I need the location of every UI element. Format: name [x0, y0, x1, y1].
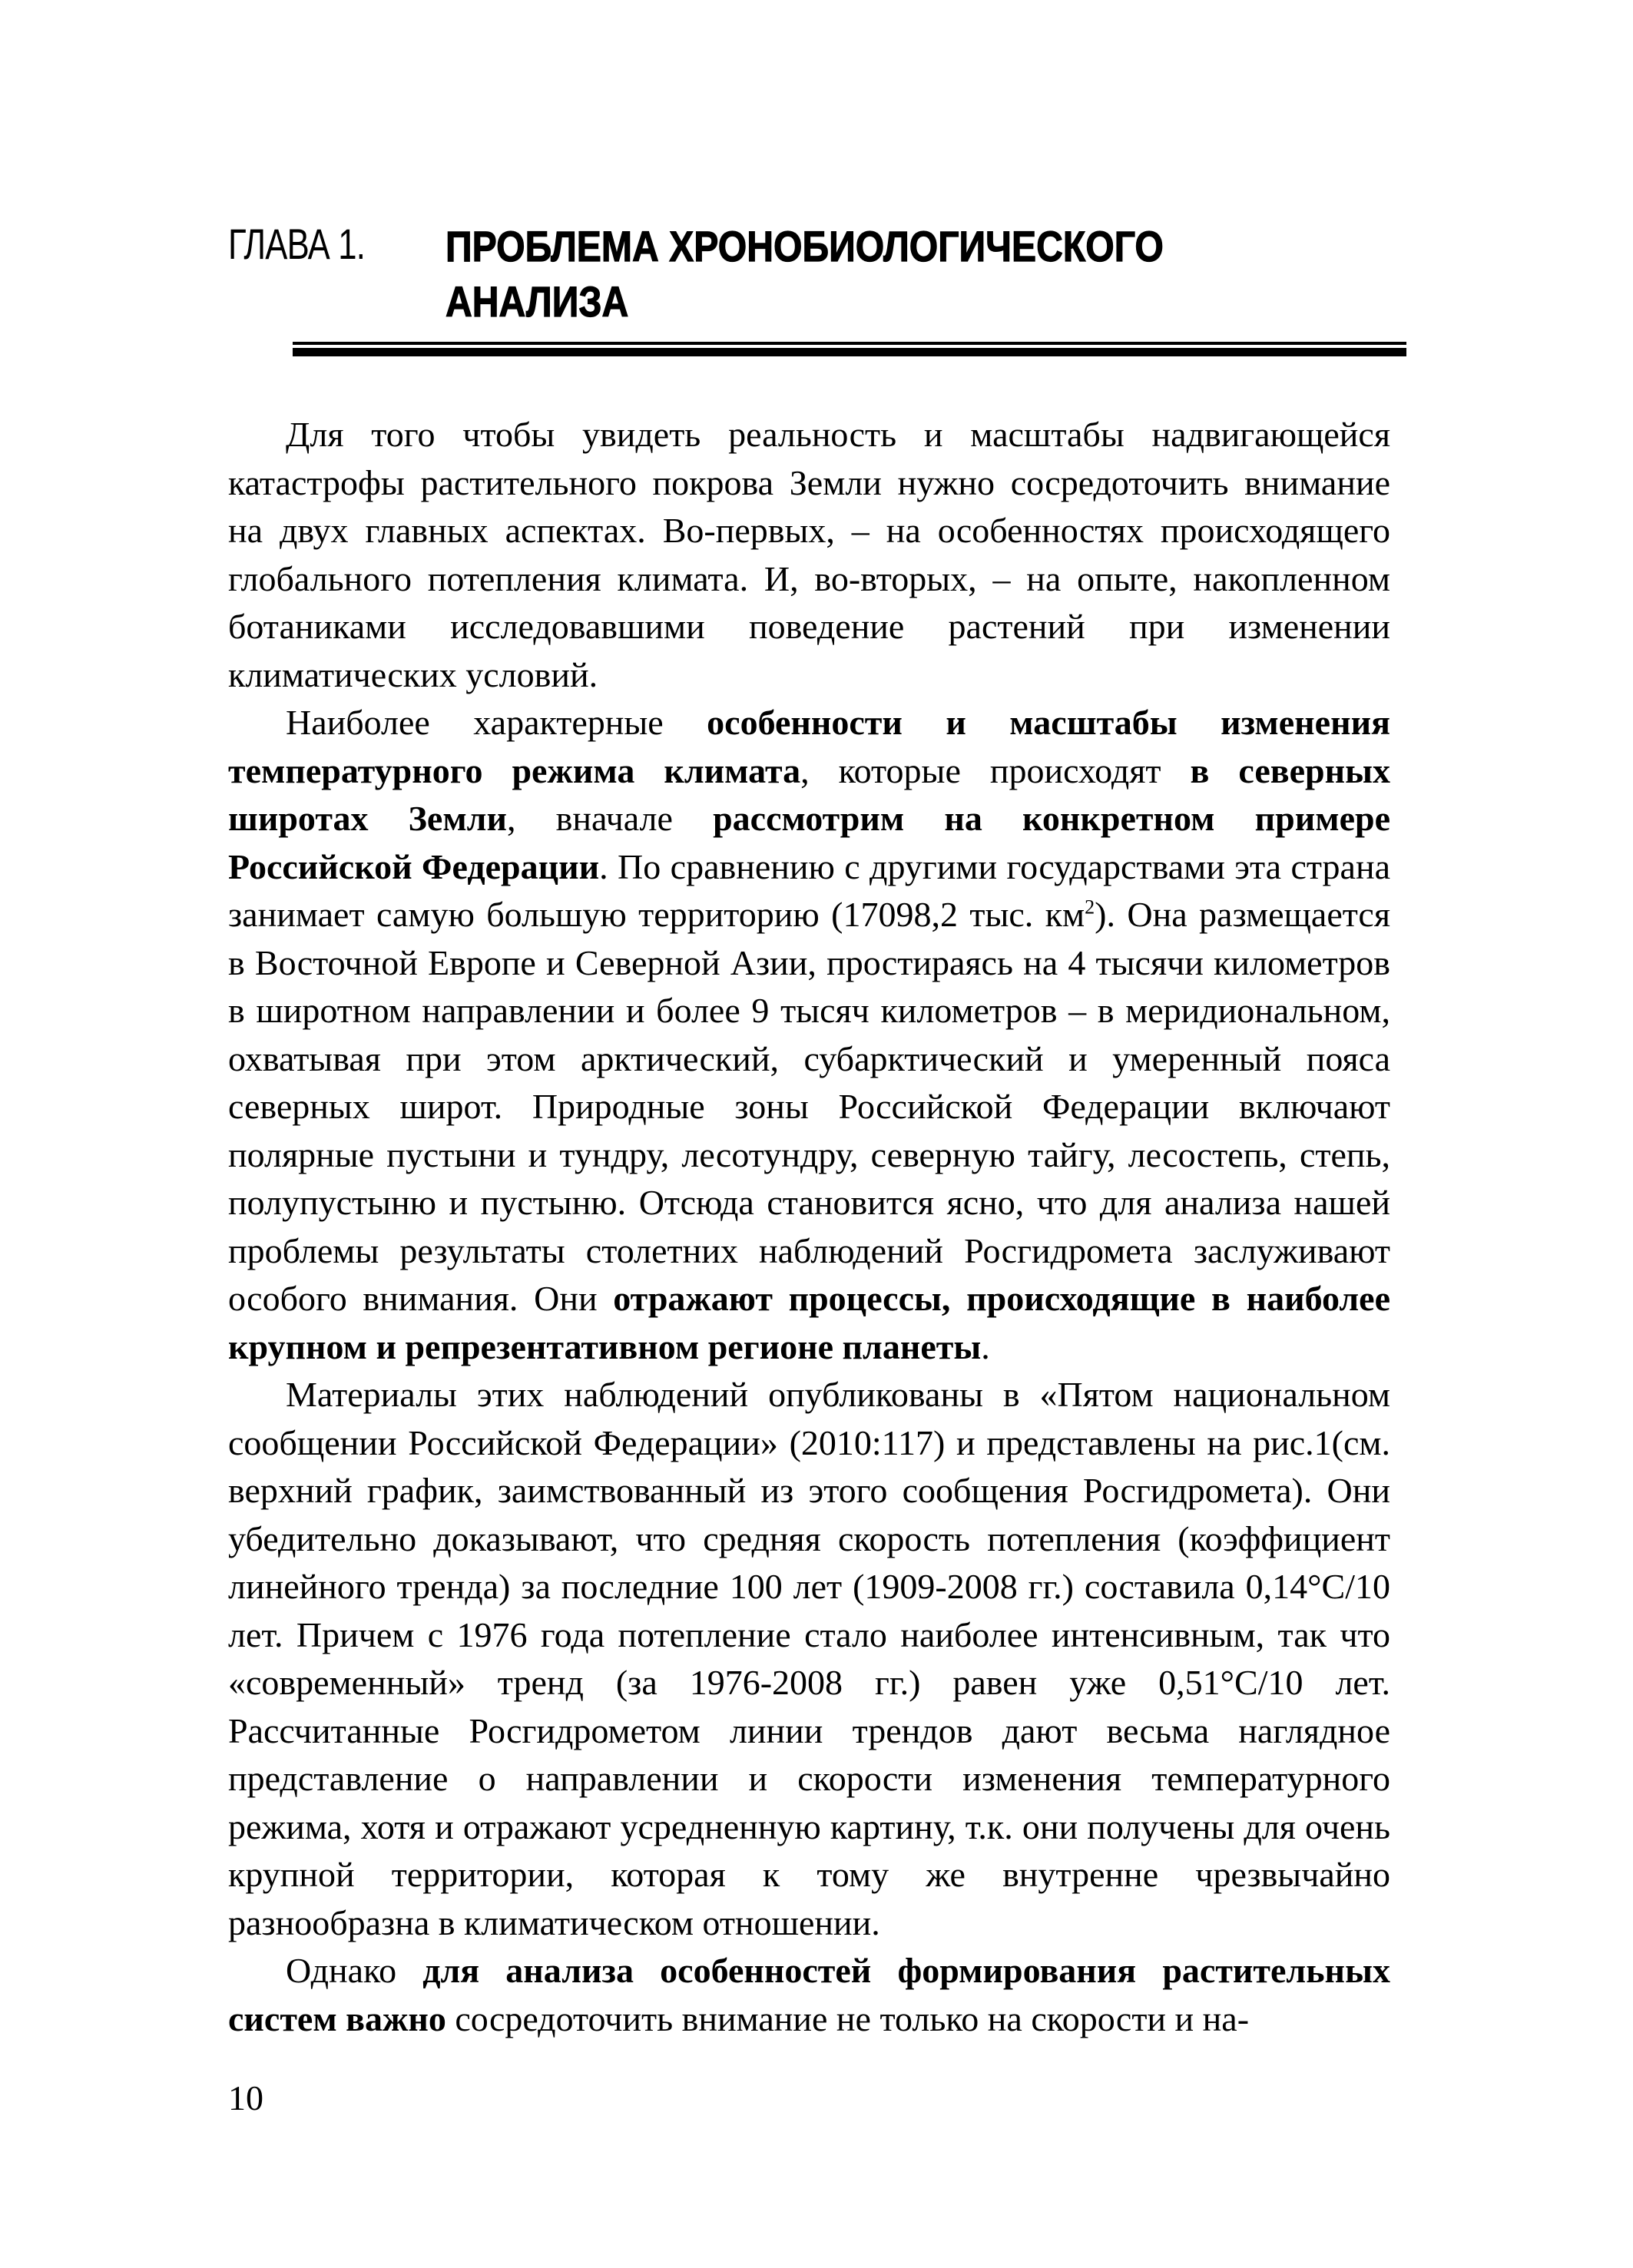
- bold-text-segment: рассмотрим на конкретном примере Российской Федерации: [228, 799, 1390, 886]
- paragraph: [228, 699, 1390, 1371]
- text-segment: Наиболее характерные: [286, 703, 707, 742]
- text-segment: , вначале: [506, 799, 714, 838]
- bold-text-segment: отражают процессы, происходящие в наиболее крупном и репрезентативном регионе планеты: [228, 1279, 1391, 1366]
- chapter-title-line-1: ПРОБЛЕМА ХРОНОБИОЛОГИЧЕСКОГО: [446, 222, 1164, 270]
- text-segment: . По сравнению с другими государствами эта страна занимает самую большую территорию (17098,2 тыс. км: [228, 846, 1390, 934]
- text-segment: Для того чтобы увидеть реальность и масштабы надвигающейся катастрофы растительного покрова Земли нужно сосредоточить внимание на двух главных аспектах. Во-первых, – на особенностях происходящего глобального потепления климата. И, во-вторых, – на опыте, накопленном ботаниками исследовавшими поведение растений при изменении климатических условий.: [228, 415, 1390, 694]
- bold-text-segment: для анализа особенностей формирования растительных систем важно: [228, 1951, 1390, 2038]
- paragraph: [228, 1371, 1390, 1947]
- bold-text-segment: в северных широтах Земли: [228, 750, 1391, 838]
- bold-text-segment: особенности и масштабы изменения температурного режима климата: [228, 703, 1390, 790]
- text-segment: сосредоточить внимание не только на скорости и на-: [446, 1998, 1250, 2038]
- superscript: 2: [1085, 896, 1095, 919]
- text-segment: ). Она размещается в Восточной Европе и Северной Азии, простираясь на 4 тысячи километров в широтном направлении и более 9 тысяч километров – в меридиональном, охватывая при этом арктический, субарктический и умеренный пояса северных широт. Природные зоны Российской Федерации включают полярные пустыни и тундру, лесотундру, северную тайгу, лесостепь, степь, полупустыню и пустыню. Отсюда становится ясно, что для анализа нашей проблемы результаты столетних наблюдений Росгидромета заслуживают особого внимания. Они: [228, 895, 1391, 1318]
- body-text: [228, 411, 1390, 2043]
- page-number: 10: [228, 2078, 263, 2117]
- chapter-title-line-2: АНАЛИЗА: [446, 277, 629, 326]
- paragraph: [228, 1947, 1390, 2043]
- text-segment: Однако: [286, 1951, 423, 1990]
- chapter-title: [446, 219, 1370, 329]
- paragraph: [228, 411, 1390, 699]
- chapter-label: ГЛАВА 1.: [228, 220, 366, 268]
- heading-rule-thick: [293, 348, 1406, 356]
- text-segment: , которые происходят: [800, 750, 1191, 790]
- heading-rule-thin: [293, 342, 1406, 345]
- text-segment: .: [981, 1326, 990, 1366]
- text-segment: Материалы этих наблюдений опубликованы в «Пятом национальном сообщении Российской Федерации» (2010:117) и представлены на рис.1(см. верхний график, заимствованный из этого сообщения Росгидромета). Они убедительно доказывают, что средняя скорость потепления (коэффициент линейного тренда) за последние 100 лет (1909-2008 гг.) составила 0,14°С/10 лет. Причем с 1976 года потепление стало наиболее интенсивным, так что «современный» тренд (за 1976-2008 гг.) равен уже 0,51°С/10 лет. Рассчитанные Росгидрометом линии трендов дают весьма наглядное представление о направлении и скорости изменения температурного режима, хотя и отражают усредненную картину, т.к. они получены для очень крупной территории, которая к тому же внутренне чрезвычайно разнообразна в климатическом отношении.: [228, 1375, 1390, 1942]
